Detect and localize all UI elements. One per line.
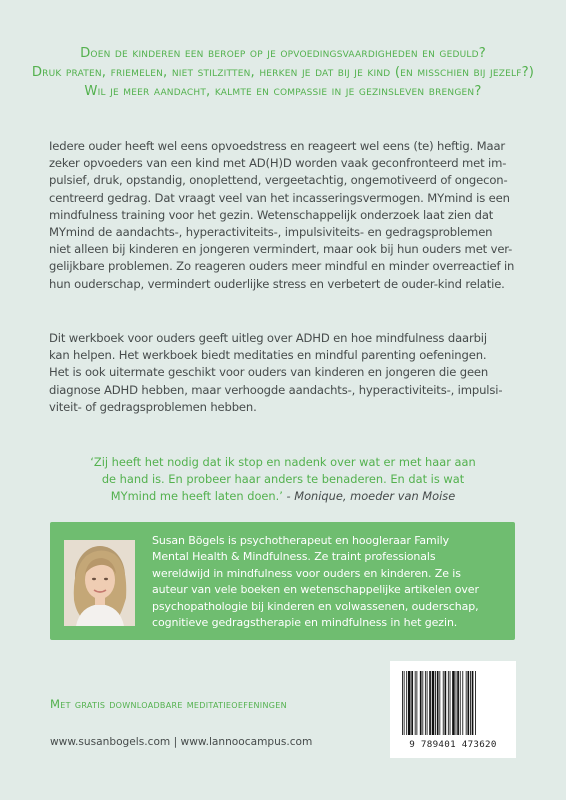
barcode-bar	[404, 671, 405, 735]
barcode-bar	[435, 671, 436, 735]
quote-line-3	[60, 488, 506, 505]
headline-line-2: Druk praten, friemelen, niet stilzitten, herken je dat bij je kind (en misschien bij jezelf?)	[31, 65, 535, 80]
paragraph-line: diagnose ADHD hebben, maar verhoogde aandachts-, hyperactiviteits-, impulsi-	[49, 382, 503, 397]
paragraph-line: MYmind de aandachts-, hyperactiviteits-, impulsiviteits- en gedragsproblemen	[49, 225, 493, 240]
barcode-bar	[425, 671, 426, 735]
barcode-bar	[406, 671, 407, 735]
author-bio-box	[50, 522, 515, 640]
barcode-bar	[466, 671, 467, 735]
paragraph-line: Het is ook uitermate geschikt voor ouders van kinderen en jongeren die geen	[49, 365, 489, 380]
headline-line-1: Doen de kinderen een beroep op je opvoedingsvaardigheden en geduld?	[80, 46, 486, 61]
barcode-bar	[422, 671, 423, 735]
barcode-bar	[443, 671, 444, 735]
paragraph-line: pulsief, druk, opstandig, onoplettend, vergeetachtig, ongemotiveerd of ongecon-	[49, 173, 508, 188]
headline-line-3: Wil je meer aandacht, kalmte en compassie in je gezinsleven brengen?	[84, 84, 482, 99]
bio-line: auteur van vele boeken en wetenschappelijke artikelen over	[152, 583, 479, 597]
barcode-bar	[429, 671, 431, 735]
quote-line-2: de hand is. En probeer haar anders te benaderen. En dat is wat	[101, 472, 465, 486]
paragraph-line: Dit werkboek voor ouders geeft uitleg over ADHD en hoe mindfulness daarbij	[49, 331, 487, 345]
barcode-bar	[415, 671, 416, 735]
barcode-bar	[470, 671, 471, 735]
barcode-bar	[452, 671, 455, 735]
barcode-bar	[475, 671, 476, 735]
barcode-bar	[448, 671, 449, 735]
barcode-bar	[432, 671, 435, 735]
barcode-bar	[411, 671, 413, 735]
barcode-bar	[416, 671, 417, 735]
paragraph-line: mindfulness training voor het gezin. Wetenschappelijk onderzoek laat zien dat	[49, 207, 494, 222]
barcode-bar	[456, 671, 457, 735]
barcode	[390, 661, 516, 758]
barcode-bar	[462, 671, 463, 735]
paragraph-line: Iedere ouder heeft wel eens opvoedstress en reageert wel eens (te) heftig. Maar	[49, 139, 506, 153]
bio-line: wereldwijd in mindfulness voor ouders en kinderen. Ze is	[152, 566, 461, 580]
barcode-bar	[402, 671, 403, 735]
paragraph-line: niet alleen bij kinderen en jongeren vermindert, maar ook bij hun ouders met ver-	[49, 242, 513, 257]
barcode-bar	[467, 671, 469, 735]
bio-line: cognitieve gedragstherapie en mindfulness in het gezin.	[152, 616, 458, 630]
barcode-bar	[420, 671, 422, 735]
barcode-bar	[457, 671, 459, 735]
paragraph-line: viteit- of gedragsproblemen hebben.	[49, 399, 257, 414]
bio-line: psychopathologie bij kinderen en volwassenen, ouderschap,	[152, 599, 479, 613]
barcode-bar	[445, 671, 447, 735]
paragraph-line: kan helpen. Het werkboek biedt meditaties en mindful parenting oefeningen.	[49, 348, 487, 363]
intro-paragraph	[49, 138, 523, 293]
paragraph-line: gelijkbare problemen. Zo reageren ouders meer mindful en minder overreactief in	[49, 259, 515, 274]
author-photo	[64, 540, 135, 626]
barcode-bar	[437, 671, 439, 735]
bio-line: Susan Bögels is psychotherapeut en hoogleraar Family	[152, 534, 449, 547]
paragraph-line: zeker opvoeders van een kind met AD(H)D worden vaak geconfronteerd met im-	[49, 156, 507, 171]
website-links: www.susanbogels.com | www.lannoocampus.com	[50, 736, 313, 748]
bio-line: Mental Health & Mindfulness. Ze traint professionals	[152, 550, 436, 564]
isbn-number: 9 789401 473620	[409, 739, 497, 750]
paragraph-line: hun ouderschap, vermindert ouderlijke stress en verbetert de ouder-kind relatie.	[49, 276, 505, 291]
quote-attribution: - Monique, moeder van Moise	[282, 489, 456, 503]
barcode-bar	[408, 671, 411, 735]
author-bio-text	[152, 533, 502, 631]
testimonial-quote	[60, 454, 506, 505]
author-portrait-image	[64, 540, 135, 626]
headline	[30, 44, 536, 101]
download-note: Met gratis downloadbare meditatieoefeningen	[50, 697, 287, 711]
barcode-bar	[460, 671, 461, 735]
barcode-bars	[402, 671, 504, 735]
barcode-bar	[427, 671, 428, 735]
quote-line-3-text: MYmind me heeft laten doen.’	[110, 489, 283, 503]
barcode-bar	[439, 671, 440, 735]
barcode-bar	[472, 671, 474, 735]
workbook-paragraph	[49, 330, 523, 416]
quote-line-1: ‘Zij heeft het nodig dat ik stop en nadenk over wat er met haar aan	[90, 455, 476, 469]
barcode-bar	[450, 671, 451, 735]
paragraph-line: centreerd gedrag. Dat vraagt veel van het incasseringsvermogen. MYmind is een	[49, 190, 510, 205]
